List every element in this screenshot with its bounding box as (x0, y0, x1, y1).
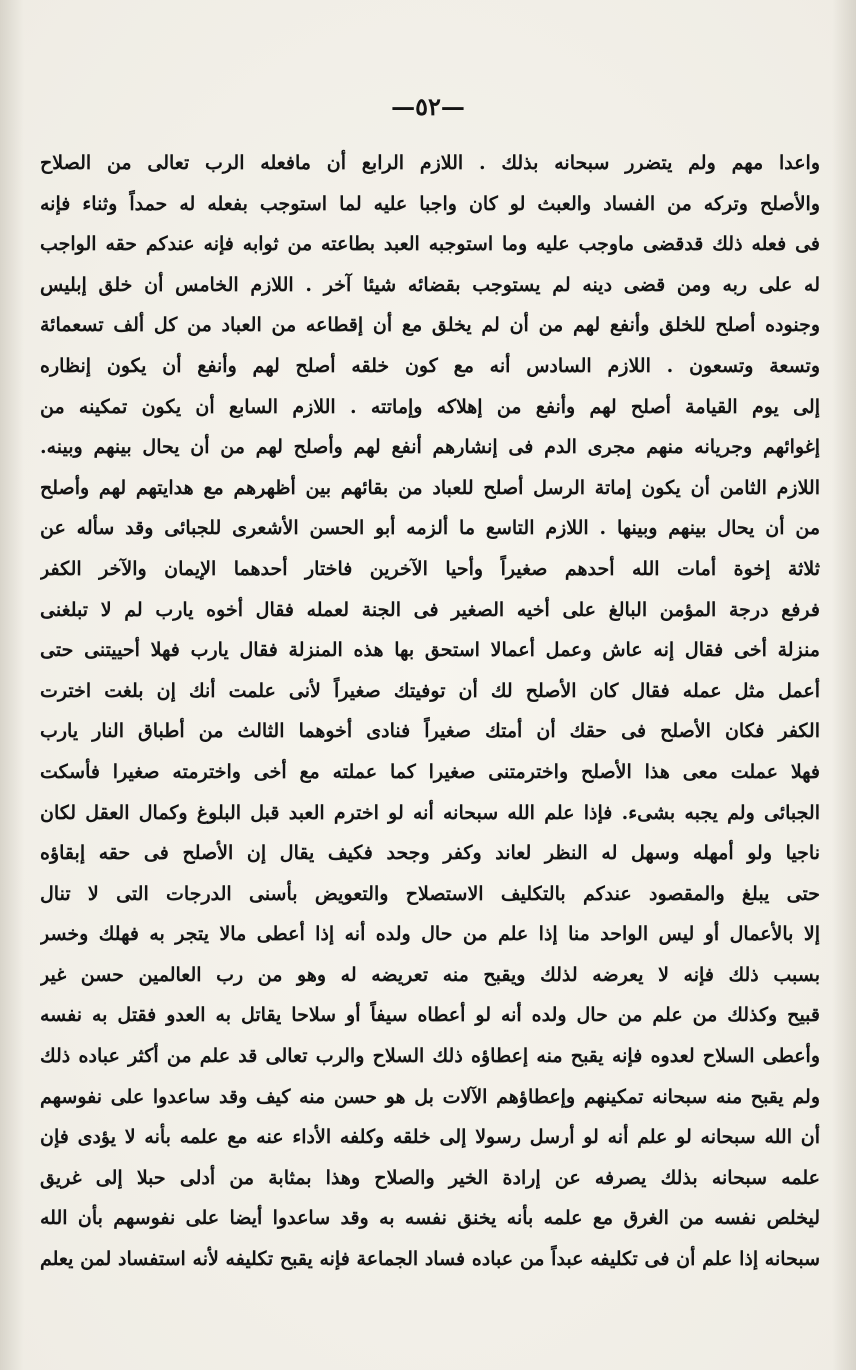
page-number: —٥٢— (391, 92, 465, 121)
text-line: فى فعله ذلك قدقضى ماوجب عليه وما استوجبه العبد بطاعته من ثوابه فإنه عندكم حقه الواجب (40, 233, 820, 256)
text-line: والأصلح وتركه من الفساد والعبث لو كان واجبا عليه لما استوجب بفعله له حمداً وثناء فإنه (40, 192, 820, 215)
text-line: الكفر فكان الأصلح فى حقك أن أمتك صغيراً فنادى أخوهما الثالث من أطباق النار يارب (40, 720, 820, 743)
page-left-edge (0, 0, 24, 1370)
text-line: ناجيا ولو أمهله وسهل له النظر لعاند وكفر وجحد فكيف يقال إن الأصلح فى حقه إبقاؤه (40, 842, 820, 865)
text-line: اللازم الثامن أن يكون إماتة الرسل أصلح للعباد من بقائهم بين أظهرهم مع هدايتهم لهم وأصلح (40, 476, 820, 499)
text-line: إغوائهم وجريانه منهم مجرى الدم فى إنشارهم أنفع لهم وأصلح لهم من أن يحال بينهم وبينه. (40, 436, 820, 459)
text-line: وتسعة وتسعون . اللازم السادس أنه مع كون خلقه أصلح لهم وأنفع أن يكون إنظاره (40, 354, 820, 377)
text-line: حتى يبلغ والمقصود عندكم بالتكليف الاستصلاح والتعويض بأسنى الدرجات التى لا تنال (40, 882, 820, 905)
text-line: أن الله سبحانه لو علم أنه لو أرسل رسولا إلى خلقه وكلفه الأداء عنه مع علمه بأنه لا يؤدى فإن (40, 1126, 820, 1149)
text-line: منزلة أخى فقال إنه عاش وعمل أعمالا استحق بها هذه المنزلة فقال يارب فهلا أحييتنى حتى (40, 639, 820, 662)
text-line: ولم يقبح منه سبحانه تمكينهم وإعطاؤهم الآلات بل هو حسن منه كيف وقد ساعدوا على نفوسهم (40, 1085, 820, 1108)
text-line: سبحانه إذا علم أن فى تكليفه عبداً من عباده فساد الجماعة فإنه يقبح تكليفه لأنه استفساد لمن يعلم (40, 1248, 820, 1271)
text-line: بسبب ذلك فإنه لا يعرضه لذلك ويقبح منه تعريضه له وهو من رب العالمين حسن غير (40, 963, 820, 986)
text-line: ليخلص نفسه من الغرق مع علمه بأنه يخنق نفسه به وقد ساعدوا أيضا على نفوسهم بأن الله (40, 1207, 820, 1230)
page-right-edge (832, 0, 856, 1370)
text-line: علمه سبحانه بذلك يصرفه عن إرادة الخير والصلاح وهذا بمثابة من أدلى حبلا إلى غريق (40, 1166, 820, 1189)
text-line: من أن يحال بينهم وبينها . اللازم التاسع ما ألزمه أبو الحسن الأشعرى للجبائى وقد سأله عن (40, 517, 820, 540)
text-line: واعدا مهم ولم يتضرر سبحانه بذلك . اللازم الرابع أن مافعله الرب تعالى من الصلاح (40, 152, 820, 174)
text-line: له على ربه ومن قضى دينه لم يستوجب بقضائه شيئا آخر . اللازم الخامس أن خلق إبليس (40, 273, 820, 296)
text-line: فرفع درجة المؤمن البالغ على أخيه الصغير فى الجنة لعمله فقال أخوه يارب لم لا تبلغنى (40, 598, 820, 621)
text-line: ثلاثة إخوة أمات الله أحدهم صغيراً وأحيا الآخرين فاختار أحدهما الإيمان والآخر الكفر (40, 557, 820, 580)
text-body (40, 143, 820, 1280)
text-line: أعمل مثل عمله فقال كان الأصلح لك أن توفيتك صغيراً لأنى علمت أنك إن بلغت اخترت (40, 679, 820, 702)
text-line: إلا بالأعمال أو ليس الواحد منا إذا علم من حال ولده أنه إذا أعطى مالا يتجر به فهلك وخسر (40, 923, 820, 946)
text-line: الجبائى ولم يجبه بشىء. فإذا علم الله سبحانه أنه لو اخترم العبد قبل البلوغ وكمال العقل لكان (40, 801, 820, 824)
text-line: قبيح وكذلك من علم من حال ولده أنه لو أعطاه سيفاً أو سلاحا يقاتل به العدو فقتل به نفسه (40, 1004, 820, 1027)
text-line: وجنوده أصلح للخلق وأنفع لهم من أن لم يخلق مع أن إقطاعه من العباد من كل ألف تسعمائة (40, 314, 820, 337)
text-line: وأعطى السلاح لعدوه فإنه يقبح منه إعطاؤه ذلك السلاح والرب تعالى قد علم من أكثر عباده ذلك (40, 1045, 820, 1068)
text-line: إلى يوم القيامة أصلح لهم وأنفع من إهلاكه وإماتته . اللازم السابع أن يكون تمكينه من (40, 395, 820, 418)
text-line: فهلا عملت معى هذا الأصلح واخترمتنى صغيرا كما عملته مع أخى واخترمته صغيرا فأسكت (40, 760, 820, 783)
